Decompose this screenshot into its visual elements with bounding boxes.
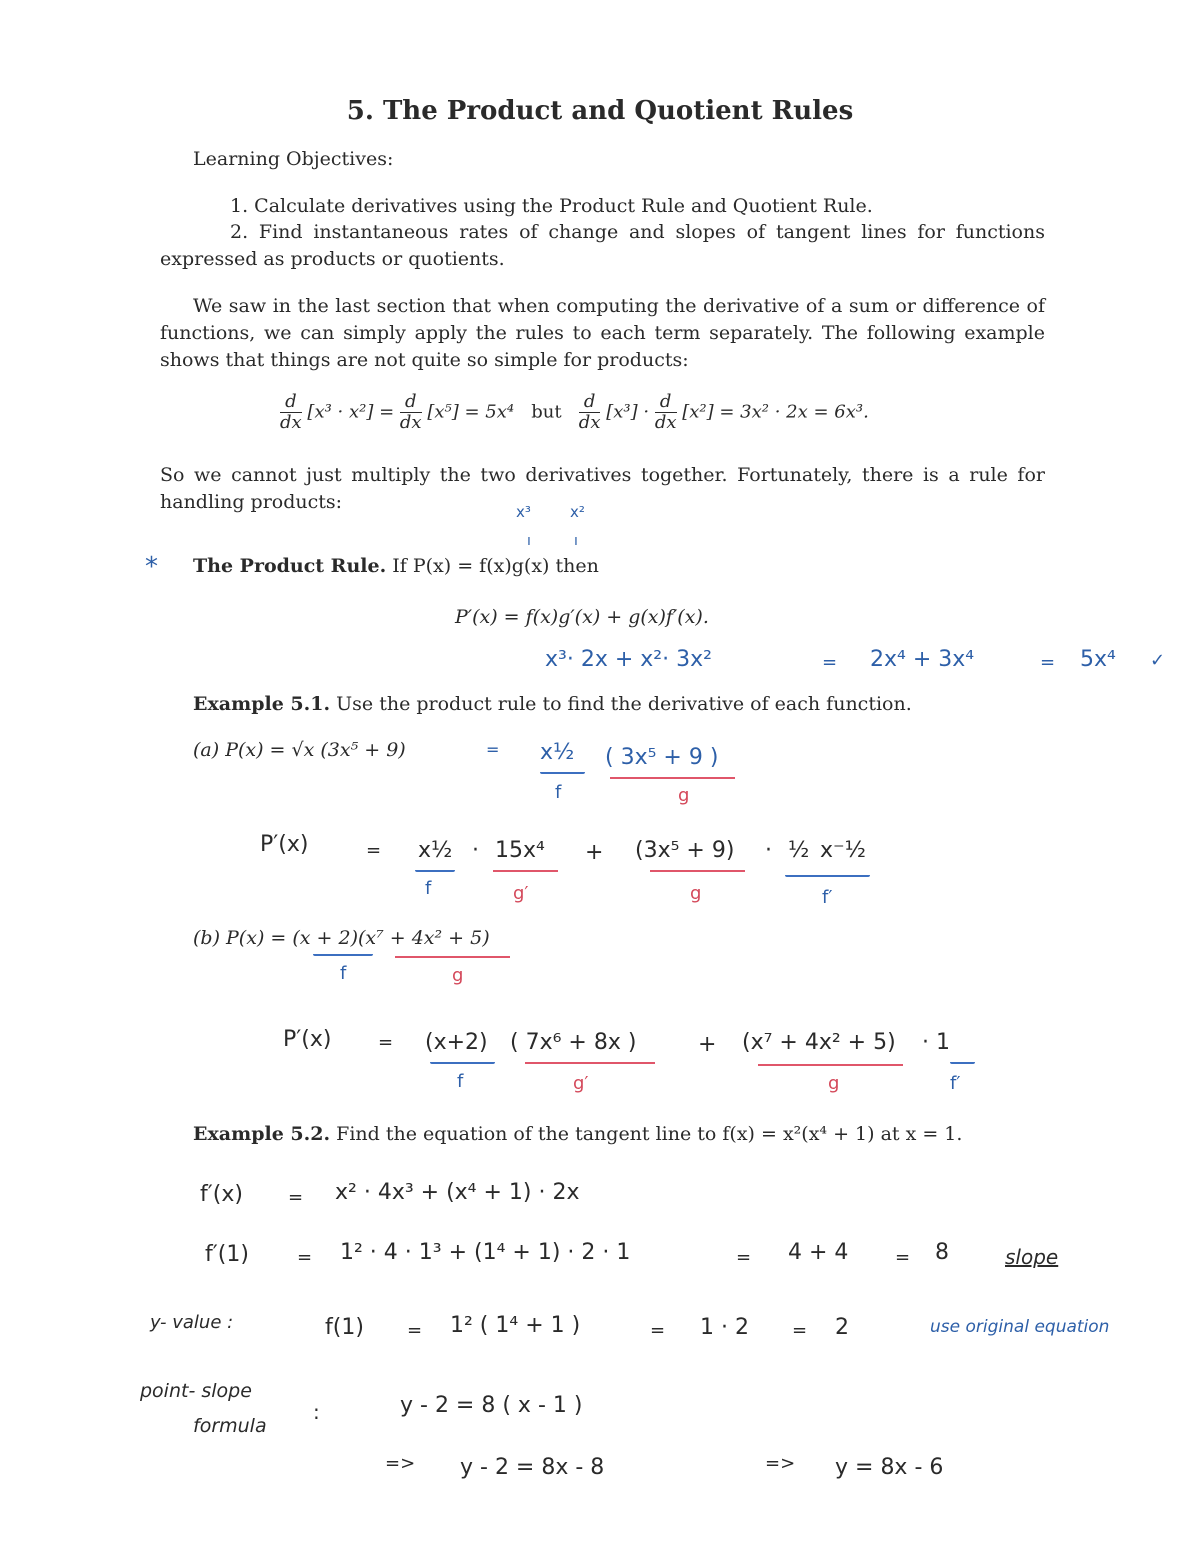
point-slope-label-2: formula (193, 1415, 267, 1437)
d-dx-fraction: $\frac{d}{dx}$ (399, 391, 422, 433)
part-a-dot1: · (472, 838, 479, 863)
deriv-line-1-lhs: f′(x) (200, 1182, 243, 1207)
part-b-label: (b) P(x) = (x + 2)(x⁷ + 4x² + 5) (193, 927, 490, 949)
part-b-plus: + (698, 1032, 717, 1057)
intro-paragraph: We saw in the last section that when computing the derivative of a sum or difference of functions, we can simply apply the rules to each term separately. The following example shows that things are not quite so simple for products: (160, 295, 1045, 371)
final-arrow-1: => (385, 1453, 416, 1474)
y-line-lhs: f(1) (325, 1315, 364, 1340)
y-line-result: 2 (835, 1315, 849, 1340)
check-eq-1: = (822, 652, 838, 673)
deriv-line-1-rhs: x² · 4x³ + (x⁴ + 1) · 2x (335, 1180, 580, 1205)
part-a-f-label: f (555, 782, 562, 803)
eq-rhs-2: [x²] = 3x² · 2x = 6x³. (682, 401, 869, 423)
deriv-line-2-result: 8 (935, 1240, 949, 1265)
product-rule-formula: P′(x) = f(x)g′(x) + g(x)f′(x). (455, 606, 709, 628)
example-5-1-text: Use the product rule to find the derivative of each function. (336, 693, 912, 715)
d-dx-fraction: $\frac{d}{dx}$ (578, 391, 601, 433)
page-title: 5. The Product and Quotient Rules (346, 96, 854, 126)
objective-1: 1. Calculate derivatives using the Product Rule and Quotient Rule. (230, 195, 873, 217)
underline-a2-fp (785, 875, 870, 877)
part-a-label: (a) P(x) = √x (3x⁵ + 9) (193, 739, 406, 761)
d-dx-fraction: $\frac{d}{dx}$ (654, 391, 677, 433)
part-b-f-label: f (340, 963, 347, 984)
part-a-g-label: g (678, 785, 690, 806)
deriv-line-2-mid: 4 + 4 (788, 1240, 849, 1265)
part-a2-f-label: f (425, 878, 432, 899)
objective-2: 2. Find instantaneous rates of change and slopes of tangent lines for functions expressed as products or quotients. (160, 221, 1045, 270)
note-tick-1: ı (527, 533, 531, 549)
y-line-eq2: = (650, 1320, 666, 1341)
check-eq-2: = (1040, 652, 1056, 673)
y-line-mid: 1 · 2 (700, 1315, 749, 1340)
underline-b2-g (758, 1064, 903, 1066)
part-b-dot: · 1 (922, 1030, 950, 1055)
underline-a2-gp (493, 870, 558, 872)
part-a-eq: = (486, 740, 500, 759)
d-dx-fraction: $\frac{d}{dx}$ (280, 391, 302, 433)
part-a-dot2: · (765, 838, 772, 863)
use-original-note: use original equation (930, 1317, 1110, 1337)
eq-rhs-1: [x³] · (606, 401, 650, 423)
example-5-2-heading (193, 1120, 962, 1148)
part-b-g-label: g (452, 965, 464, 986)
part-a-plus: + (585, 840, 604, 865)
example-5-1-bold: Example 5.1. (193, 693, 331, 715)
y-line-eq3: = (792, 1320, 808, 1341)
eq-but: but (531, 401, 562, 423)
part-b-term3: (x⁷ + 4x² + 5) (742, 1030, 896, 1055)
note-tick-2: ı (574, 533, 578, 549)
slope-note: slope (1005, 1245, 1059, 1269)
part-a2-fp-label: f′ (822, 887, 833, 908)
point-slope-label-1: point- slope (140, 1380, 252, 1402)
point-slope-equation: y - 2 = 8 ( x - 1 ) (400, 1393, 583, 1418)
underline-a2-f (415, 870, 455, 872)
example-5-2-bold: Example 5.2. (193, 1123, 331, 1145)
underline-a-f (540, 772, 585, 774)
part-b-term1: (x+2) (425, 1030, 488, 1055)
part-a-term3: (3x⁵ + 9) (635, 838, 735, 863)
part-b2-fp-label: f′ (950, 1073, 961, 1094)
underline-b2-f (430, 1062, 495, 1064)
product-rule-statement (193, 552, 599, 580)
product-rule-bold: The Product Rule. (193, 555, 387, 577)
underline-b-f (313, 954, 373, 956)
eq-lhs-2: [x⁵] = 5x⁴ (427, 401, 515, 423)
note-x3: x³ (516, 503, 531, 521)
deriv-line-2-eq2: = (736, 1247, 752, 1268)
part-a-rewrite-f: x½ (540, 740, 575, 765)
star-icon: * (145, 552, 158, 582)
part-b2-gp-label: g′ (573, 1073, 589, 1094)
example-equation (280, 392, 869, 433)
deriv-line-2-eq: = (297, 1247, 313, 1268)
deriv-line-2-eq3: = (895, 1247, 911, 1268)
check-mid: 2x⁴ + 3x⁴ (870, 647, 975, 672)
part-b-term2: ( 7x⁶ + 8x ) (510, 1030, 637, 1055)
product-rule-text: If P(x) = f(x)g(x) then (392, 555, 599, 577)
example-5-1-heading (193, 690, 912, 718)
underline-a2-g (650, 870, 745, 872)
final-equation: y - 2 = 8x - 8 (460, 1455, 605, 1480)
part-a-term2: 15x⁴ (495, 838, 545, 863)
deriv-line-2-lhs: f′(1) (205, 1242, 249, 1267)
after-equation-paragraph: So we cannot just multiply the two derivatives together. Fortunately, there is a rule for handling products: (160, 464, 1045, 513)
part-a2-g-label: g (690, 883, 702, 904)
part-a-half: ½ (788, 838, 810, 863)
check-line: x³· 2x + x²· 3x² (545, 647, 712, 672)
checkmark-icon: ✓ (1150, 650, 1166, 671)
part-a-term1: x½ (418, 838, 453, 863)
part-b-pprime: P′(x) (283, 1027, 332, 1052)
eq-lhs-1: [x³ · x²] = (307, 401, 395, 423)
part-b2-g-label: g (828, 1073, 840, 1094)
deriv-line-1-eq: = (288, 1187, 304, 1208)
underline-b2-gp (525, 1062, 655, 1064)
final-result: y = 8x - 6 (835, 1455, 944, 1480)
part-a-eq2: = (366, 840, 382, 861)
example-5-2-text: Find the equation of the tangent line to f(x) = x²(x⁴ + 1) at x = 1. (336, 1123, 963, 1145)
y-value-label: y- value : (150, 1312, 234, 1333)
part-b2-f-label: f (457, 1071, 464, 1092)
part-a2-gp-label: g′ (513, 883, 529, 904)
deriv-line-2-rhs: 1² · 4 · 1³ + (1⁴ + 1) · 2 · 1 (340, 1240, 631, 1265)
note-x2: x² (570, 503, 585, 521)
part-a-pprime: P′(x) (260, 832, 309, 857)
objectives-heading: Learning Objectives: (193, 148, 394, 170)
check-result: 5x⁴ (1080, 647, 1116, 672)
part-b-eq: = (378, 1032, 394, 1053)
point-slope-colon: : (313, 1400, 320, 1424)
part-a-term4: x⁻½ (820, 838, 866, 863)
y-line-eq: = (407, 1320, 423, 1341)
part-a-rewrite-g: ( 3x⁵ + 9 ) (605, 745, 719, 770)
final-arrow-2: => (765, 1453, 796, 1474)
underline-b2-fp (950, 1062, 975, 1064)
underline-b-g (395, 956, 510, 958)
underline-a-g (610, 777, 735, 779)
y-line-rhs: 1² ( 1⁴ + 1 ) (450, 1313, 581, 1338)
